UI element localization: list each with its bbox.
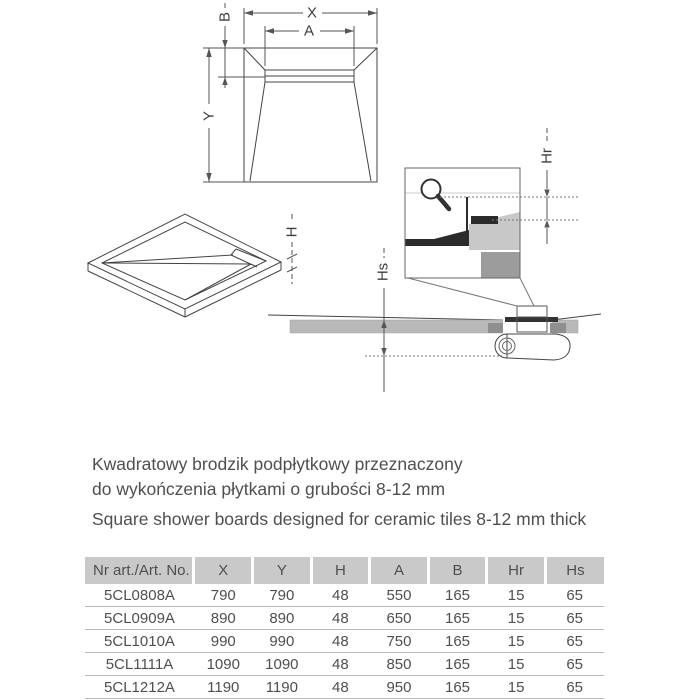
cell-h: 48 xyxy=(311,630,370,653)
cell-hs: 65 xyxy=(545,607,604,630)
cell-b: 165 xyxy=(428,676,487,699)
description-line-pl-1: Kwadratowy brodzik podpłytkowy przeznaczony xyxy=(92,454,463,474)
table-row xyxy=(85,630,604,653)
col-header-b: B xyxy=(428,557,487,584)
cell-b: 165 xyxy=(428,653,487,676)
cell-art-no: 5CL1111A xyxy=(85,653,194,676)
top-view-arrowheads xyxy=(206,10,377,182)
cell-h: 48 xyxy=(311,653,370,676)
col-header-y: Y xyxy=(253,557,312,584)
iso-top-rim xyxy=(88,214,281,309)
table-row xyxy=(85,676,604,699)
cell-h: 48 xyxy=(311,607,370,630)
detail-leader-lines xyxy=(408,278,534,306)
description-line-pl-2: do wykończenia płytkami o grubości 8-12 mm xyxy=(92,479,446,499)
board-outline xyxy=(244,48,377,182)
spec-table xyxy=(85,557,604,699)
cell-hs: 65 xyxy=(545,630,604,653)
cell-y: 990 xyxy=(253,630,312,653)
cell-h: 48 xyxy=(311,584,370,607)
cell-a: 850 xyxy=(370,653,429,676)
col-header-a: A xyxy=(370,557,429,584)
cell-hs: 65 xyxy=(545,584,604,607)
cell-hr: 15 xyxy=(487,607,546,630)
anchor-block-right xyxy=(550,323,566,333)
cell-a: 650 xyxy=(370,607,429,630)
drain-flange-bar xyxy=(505,317,558,322)
cell-art-no: 5CL1212A xyxy=(85,676,194,699)
table-row xyxy=(85,584,604,607)
table-row xyxy=(85,607,604,630)
cell-hs: 65 xyxy=(545,653,604,676)
anchor-block-left xyxy=(488,323,503,333)
cell-art-no: 5CL1010A xyxy=(85,630,194,653)
dim-label-hr: Hr xyxy=(538,148,556,164)
cell-y: 1190 xyxy=(253,676,312,699)
cell-x: 1090 xyxy=(194,653,253,676)
col-header-hr: Hr xyxy=(487,557,546,584)
cell-hr: 15 xyxy=(487,584,546,607)
cell-x: 890 xyxy=(194,607,253,630)
isometric-view xyxy=(88,214,281,317)
iso-slope-lines xyxy=(102,255,251,300)
cell-hs: 65 xyxy=(545,676,604,699)
siphon-trap xyxy=(495,334,570,360)
cell-y: 790 xyxy=(253,584,312,607)
cell-hr: 15 xyxy=(487,653,546,676)
col-header-hs: Hs xyxy=(545,557,604,584)
cell-h: 48 xyxy=(311,676,370,699)
cell-a: 950 xyxy=(370,676,429,699)
detail-box xyxy=(405,168,520,278)
top-view-dimensions xyxy=(200,3,377,182)
slope-edges xyxy=(244,48,377,181)
cell-art-no: 5CL0808A xyxy=(85,584,194,607)
cell-hr: 15 xyxy=(487,676,546,699)
dim-label-hs: Hs xyxy=(374,262,392,282)
cell-a: 750 xyxy=(370,630,429,653)
cell-y: 1090 xyxy=(253,653,312,676)
top-view xyxy=(244,48,377,182)
table-row xyxy=(85,653,604,676)
cell-b: 165 xyxy=(428,607,487,630)
cell-x: 990 xyxy=(194,630,253,653)
dim-label-y: Y xyxy=(200,110,218,122)
cell-x: 790 xyxy=(194,584,253,607)
cell-y: 890 xyxy=(253,607,312,630)
drain-flange-body xyxy=(517,306,547,317)
table-header-row xyxy=(85,557,604,584)
col-header-h: H xyxy=(311,557,370,584)
dim-label-x: X xyxy=(306,4,318,22)
cell-a: 550 xyxy=(370,584,429,607)
dim-label-h: H xyxy=(283,226,301,238)
cell-x: 1190 xyxy=(194,676,253,699)
col-header-art-no: Nr art./Art. No. xyxy=(85,557,194,584)
cell-hr: 15 xyxy=(487,630,546,653)
col-header-x: X xyxy=(194,557,253,584)
description-line-en: Square shower boards designed for ceramic tiles 8-12 mm thick xyxy=(92,509,587,529)
drain-channel xyxy=(265,70,354,82)
cell-art-no: 5CL0909A xyxy=(85,607,194,630)
cell-b: 165 xyxy=(428,630,487,653)
iso-h-dimension xyxy=(287,214,297,284)
dim-label-a: A xyxy=(303,22,315,40)
dim-label-b: B xyxy=(216,11,234,23)
product-description xyxy=(92,452,652,532)
cell-b: 165 xyxy=(428,584,487,607)
